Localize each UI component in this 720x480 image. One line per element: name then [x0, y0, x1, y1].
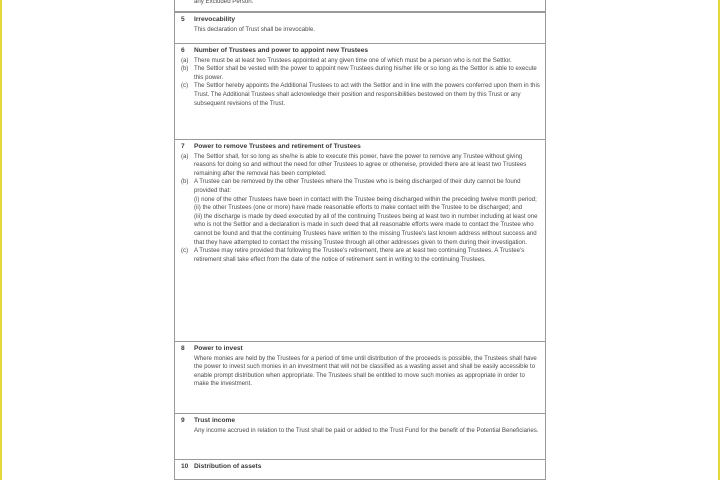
section-5-body: This declaration of Trust shall be irrevocable. — [194, 25, 315, 33]
section-7-clause-b-iii: (iii) the discharge is made by deed executed by all of the continuing Trustees being at least two in number including at least one who is not the Settlor and a declaration is made in such deed that all reasonable efforts were made to contact the Trustee who cannot be found and that the continuing Trustees have written to the missing Trustee's last known address without success and that they have attempted to contact the missing Trustee through all other addresses given to them during their investigation. — [194, 212, 538, 246]
section-8-body: Where monies are held by the Trustees for a period of time until distribution of the proceeds is possible, the Trustees shall have the power to invest such monies in an investment that will not be classified as a wasting asset and shall be easily accessible to enable prompt distribution when appropriate. The Trustees shall be entitled to move such monies as appropriate in order to make the investment. — [194, 354, 537, 388]
section-9 — [174, 414, 546, 460]
section-10-number: 10 — [181, 463, 189, 470]
section-7-title: Power to remove Trustees and retirement of Trustees — [194, 143, 361, 150]
section-7-clause-a: (a) The Settlor shall, for so long as she/he is able to execute this power, have the power to remove any Trustee without giving reasons for doing so and without the need for other Trustees to agree or otherwise, provided there are at least two Trustees remaining after the removal has been completed. — [181, 152, 527, 177]
section-7-heading — [181, 143, 541, 152]
section-9-title: Trust income — [194, 417, 236, 424]
section-6-clause-c: (c) The Settlor hereby appoints the Additional Trustees to act with the Settlor and in line with the powers conferred upon them in this Trust. The Additional Trustees shall acknowledge their position and responsibilities bestowed on them by this Trust or any subsequent revisions of the Trust. — [181, 82, 540, 107]
section-7-clause-b-i: (i) none of the other Trustees have been in contact with the Trustee being discharged within the preceding twelve month period; — [194, 195, 537, 203]
section-6-clause-b: (b) The Settlor shall be vested with the power to appoint new Trustees during his/her life or so long as the Settlor is able to execute this power. — [181, 65, 537, 81]
section-5-number: 5 — [181, 16, 185, 23]
section-6 — [174, 44, 546, 140]
section-10 — [174, 460, 546, 480]
section-7-clause-b-ii: (ii) the other Trustees (one or more) have made reasonable efforts to make contact with the Trustee to be discharged; and — [194, 204, 523, 212]
section-6-clause-a: (a) There must be at least two Trustees appointed at any given time one of which must be a person who is not the Settlor. — [181, 56, 512, 64]
section-9-heading — [181, 417, 541, 426]
section-7-number: 7 — [181, 143, 185, 150]
section-5-heading — [181, 16, 541, 25]
section-6-heading — [181, 47, 541, 56]
fragment-text: any Excluded Person. — [194, 0, 254, 5]
section-6-number: 6 — [181, 47, 185, 54]
section-9-body: Any income accrued in relation to the Trust shall be paid or added to the Trust Fund for the benefit of the Potential Beneficiaries. — [194, 426, 539, 434]
section-fragment — [174, 0, 546, 12]
section-10-title: Distribution of assets — [194, 463, 262, 470]
section-5 — [174, 12, 546, 44]
section-7-clause-b: (b) A Trustee can be removed by the other Trustees where the Trustee who is being discharged of their duty cannot be found provided that: (i) none of the other Trustees have been in contact with the Trustee being discharged within the preceding twelve month period; (ii) the other Trustees (one or more) have made reasonable efforts to make contact with the Trustee to be discharged; and (iii) the discharge is made by deed executed by all of the continuing Trustees being at least two in number including at least one who is not the Settlor and a declaration is made in such deed that all reasonable efforts were made to contact the Trustee who cannot be found and that the continuing Trustees have written to the missing Trustee's last known address without success and that they have attempted to contact the missing Trustee through all other addresses given to them during their investigation. — [181, 178, 541, 247]
section-8-heading — [181, 345, 541, 354]
section-10-heading — [181, 463, 541, 472]
trust-document-page — [174, 0, 546, 480]
section-8-title: Power to invest — [194, 345, 243, 352]
section-8-number: 8 — [181, 345, 185, 352]
section-9-number: 9 — [181, 417, 185, 424]
section-7 — [174, 140, 546, 342]
section-5-title: Irrevocability — [194, 16, 236, 23]
section-8 — [174, 342, 546, 414]
section-6-title: Number of Trustees and power to appoint new Trustees — [194, 47, 369, 54]
section-7-clause-c: (c) A Trustee may retire provided that following the Trustee's retirement, there are at least two continuing Trustees. A Trustee's retirement shall take effect from the date of the notice of retirement sent in writing to the continuing Trustees. — [181, 247, 525, 263]
